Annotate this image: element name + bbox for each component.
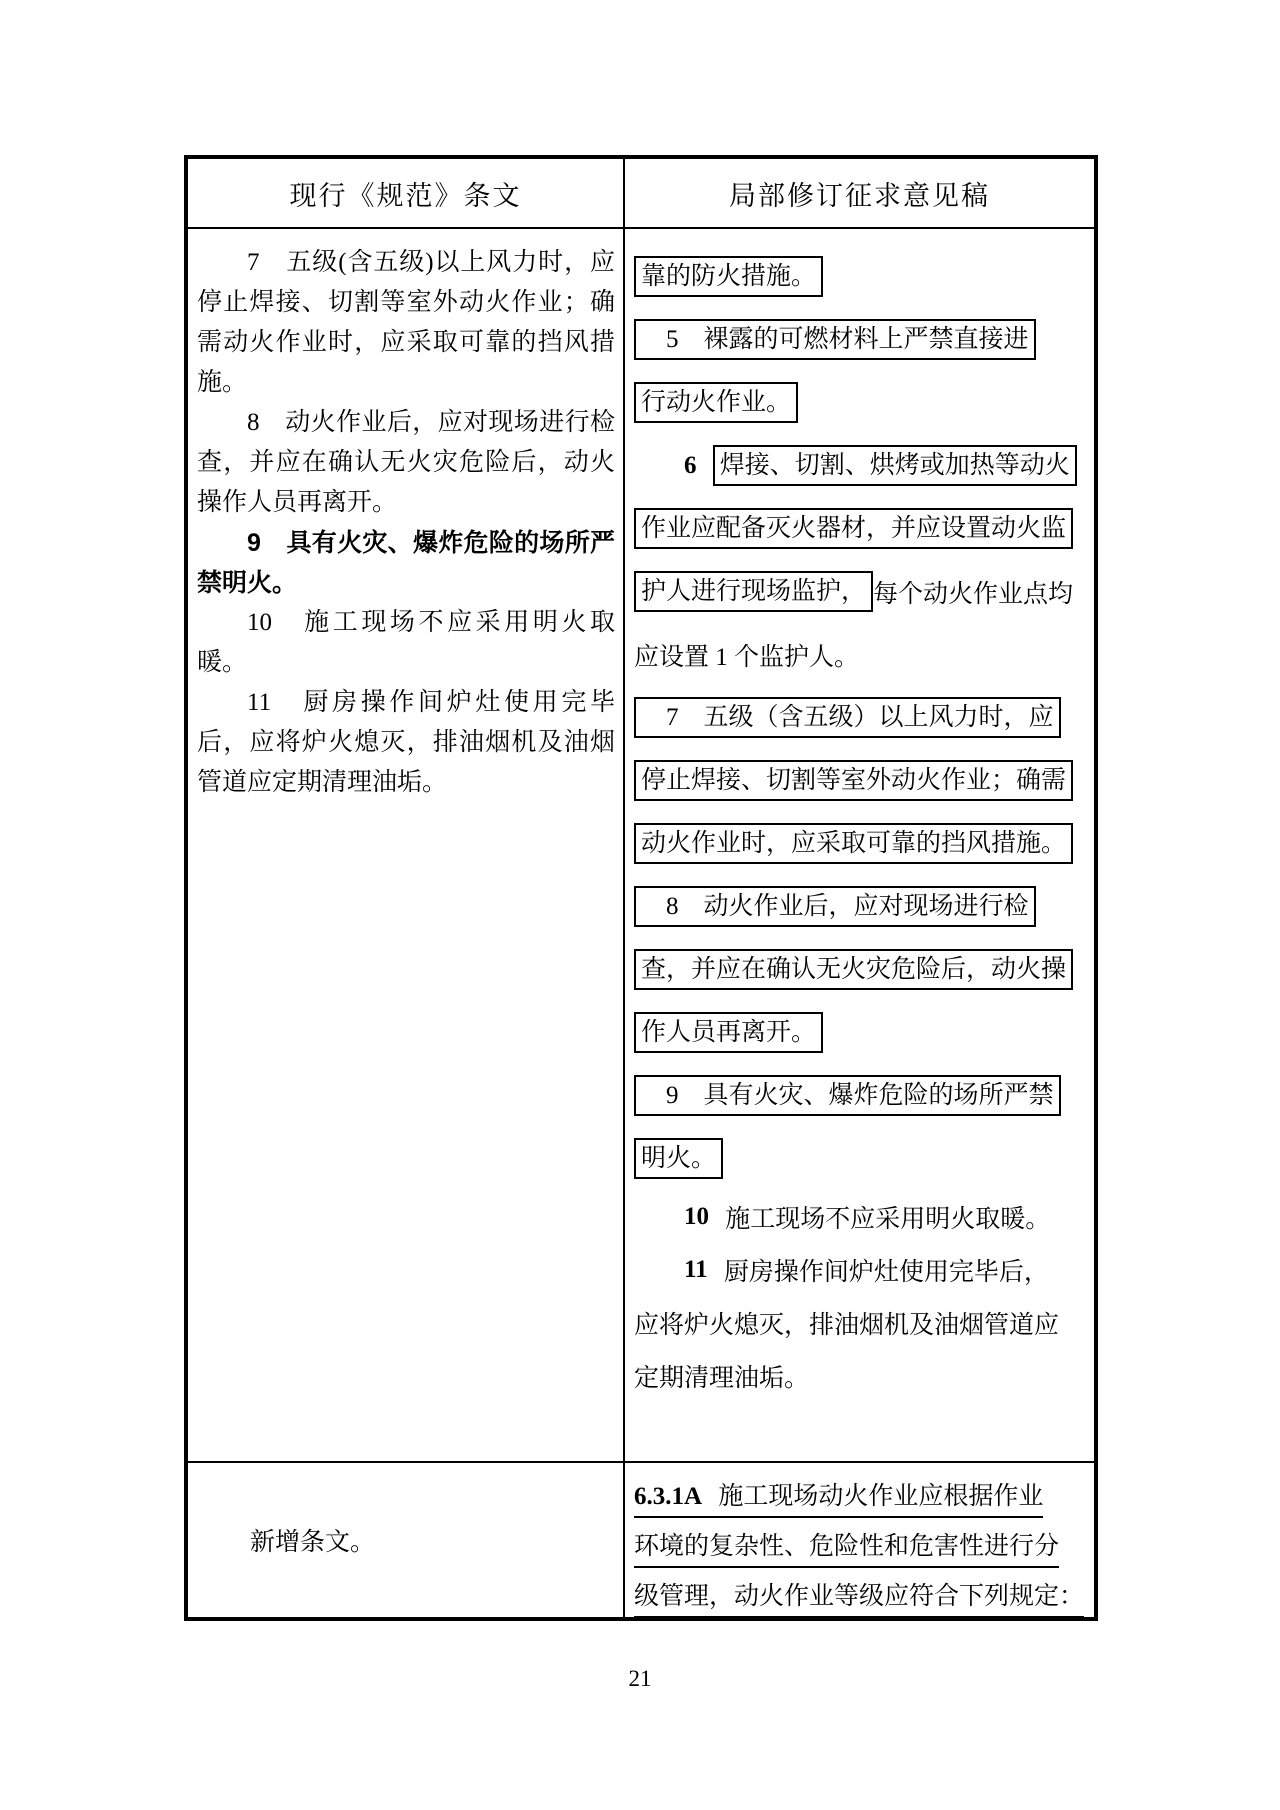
- revision-text: 11: [684, 1255, 708, 1283]
- revision-line: [634, 938, 1090, 1001]
- underlined-text: [634, 1526, 1059, 1568]
- inserted-text-box: 作业应配备灭火器材，并应设置动火监: [634, 508, 1073, 549]
- revision-text: 6: [684, 451, 697, 479]
- clause-text: 施工现场动火作业应根据作业: [718, 1483, 1044, 1510]
- inserted-text-box: 8 动火作业后，应对现场进行检: [634, 886, 1036, 927]
- revision-line: [634, 371, 1090, 434]
- revision-line: [634, 560, 1090, 623]
- inserted-text-box: 护人进行现场监护，: [634, 571, 873, 612]
- header-revision-draft: 局部修订征求意见稿: [729, 180, 990, 211]
- inserted-text-box: 行动火作业。: [634, 382, 798, 423]
- provision-paragraph: 7 五级(含五级)以上风力时，应停止焊接、切割等室外动火作业；确需动火作业时，应采取可靠的挡风措施。: [197, 249, 615, 396]
- current-provisions-cell: [188, 229, 625, 1461]
- clause-text: 环境的复杂性、危险性和危害性进行分: [634, 1533, 1060, 1560]
- new-clause-note-cell: [188, 1463, 625, 1617]
- inserted-text-box: 动火作业时，应采取可靠的挡风措施。: [634, 823, 1073, 864]
- table-content-row: [188, 229, 1094, 1461]
- clause-text: 级管理，动火作业等级应符合下列规定：: [634, 1583, 1085, 1610]
- new-clause-line: [634, 1568, 1090, 1617]
- revision-text: 应将炉火熄灭，排油烟机及油烟管道应: [634, 1311, 1060, 1339]
- inserted-text-box: 查，并应在确认无火灾危险后，动火操: [634, 949, 1073, 990]
- new-clause-text-cell: [625, 1463, 1094, 1617]
- revision-text: 10: [684, 1202, 709, 1230]
- revision-text: 厨房操作间炉灶使用完毕后，: [723, 1258, 1049, 1286]
- revision-line: [634, 1001, 1090, 1064]
- header-current-provisions: 现行《规范》条文: [188, 159, 625, 227]
- revision-line: [634, 308, 1090, 371]
- clause-number: 6.3.1A: [634, 1483, 703, 1510]
- revision-line: [634, 245, 1090, 308]
- new-clause-line: [634, 1468, 1090, 1518]
- table-header-row: [188, 159, 1094, 229]
- provision-paragraph: 8 动火作业后，应对现场进行检查，并应在确认无火灾危险后，动火操作人员再离开。: [197, 409, 615, 516]
- revision-line: [634, 1296, 1090, 1349]
- revision-text: 每个动火作业点均: [873, 580, 1074, 608]
- revision-line: [634, 749, 1090, 812]
- underlined-text: [634, 1476, 1043, 1518]
- inserted-text-box: 焊接、切割、烘烤或加热等动火: [713, 445, 1077, 486]
- inserted-text-box: 5 裸露的可燃材料上严禁直接进: [634, 319, 1036, 360]
- revision-line: [634, 1127, 1090, 1190]
- underlined-text: [634, 1576, 1084, 1617]
- provision-paragraph: 9 具有火灾、爆炸危险的场所严禁明火。: [197, 529, 615, 597]
- new-clause-note: 新增条文。: [250, 1529, 376, 1556]
- revision-line: [634, 434, 1090, 497]
- inserted-text-box: 靠的防火措施。: [634, 256, 823, 297]
- inserted-text-box: 停止焊接、切割等室外动火作业；确需: [634, 760, 1073, 801]
- revision-draft-cell: [625, 229, 1094, 1461]
- provision-paragraph: 10 施工现场不应采用明火取暖。: [197, 609, 615, 676]
- revision-line: [634, 686, 1090, 749]
- inserted-text-box: 明火。: [634, 1138, 723, 1179]
- inserted-text-box: 7 五级（含五级）以上风力时，应: [634, 697, 1061, 738]
- new-clause-row: [188, 1461, 1094, 1617]
- inserted-text-box: 9 具有火灾、爆炸危险的场所严禁: [634, 1075, 1061, 1116]
- revision-line: [634, 875, 1090, 938]
- revision-line: [634, 623, 1090, 686]
- revision-line: [634, 497, 1090, 560]
- new-clause-line: [634, 1518, 1090, 1568]
- revision-line: [634, 1243, 1090, 1296]
- revision-line: [634, 812, 1090, 875]
- provision-paragraph: 11 厨房操作间炉灶使用完毕后，应将炉火熄灭，排油烟机及油烟管道应定期清理油垢。: [197, 689, 615, 796]
- revision-text: 应设置 1 个监护人。: [634, 643, 860, 671]
- revision-line: [634, 1349, 1090, 1402]
- revision-text: 施工现场不应采用明火取暖。: [725, 1205, 1051, 1233]
- revision-line: [634, 1064, 1090, 1127]
- inserted-text-box: 作人员再离开。: [634, 1012, 823, 1053]
- revision-text: 定期清理油垢。: [634, 1364, 810, 1392]
- page-number: 21: [628, 1666, 652, 1691]
- comparison-table: [184, 155, 1098, 1621]
- revision-line: [634, 1190, 1090, 1243]
